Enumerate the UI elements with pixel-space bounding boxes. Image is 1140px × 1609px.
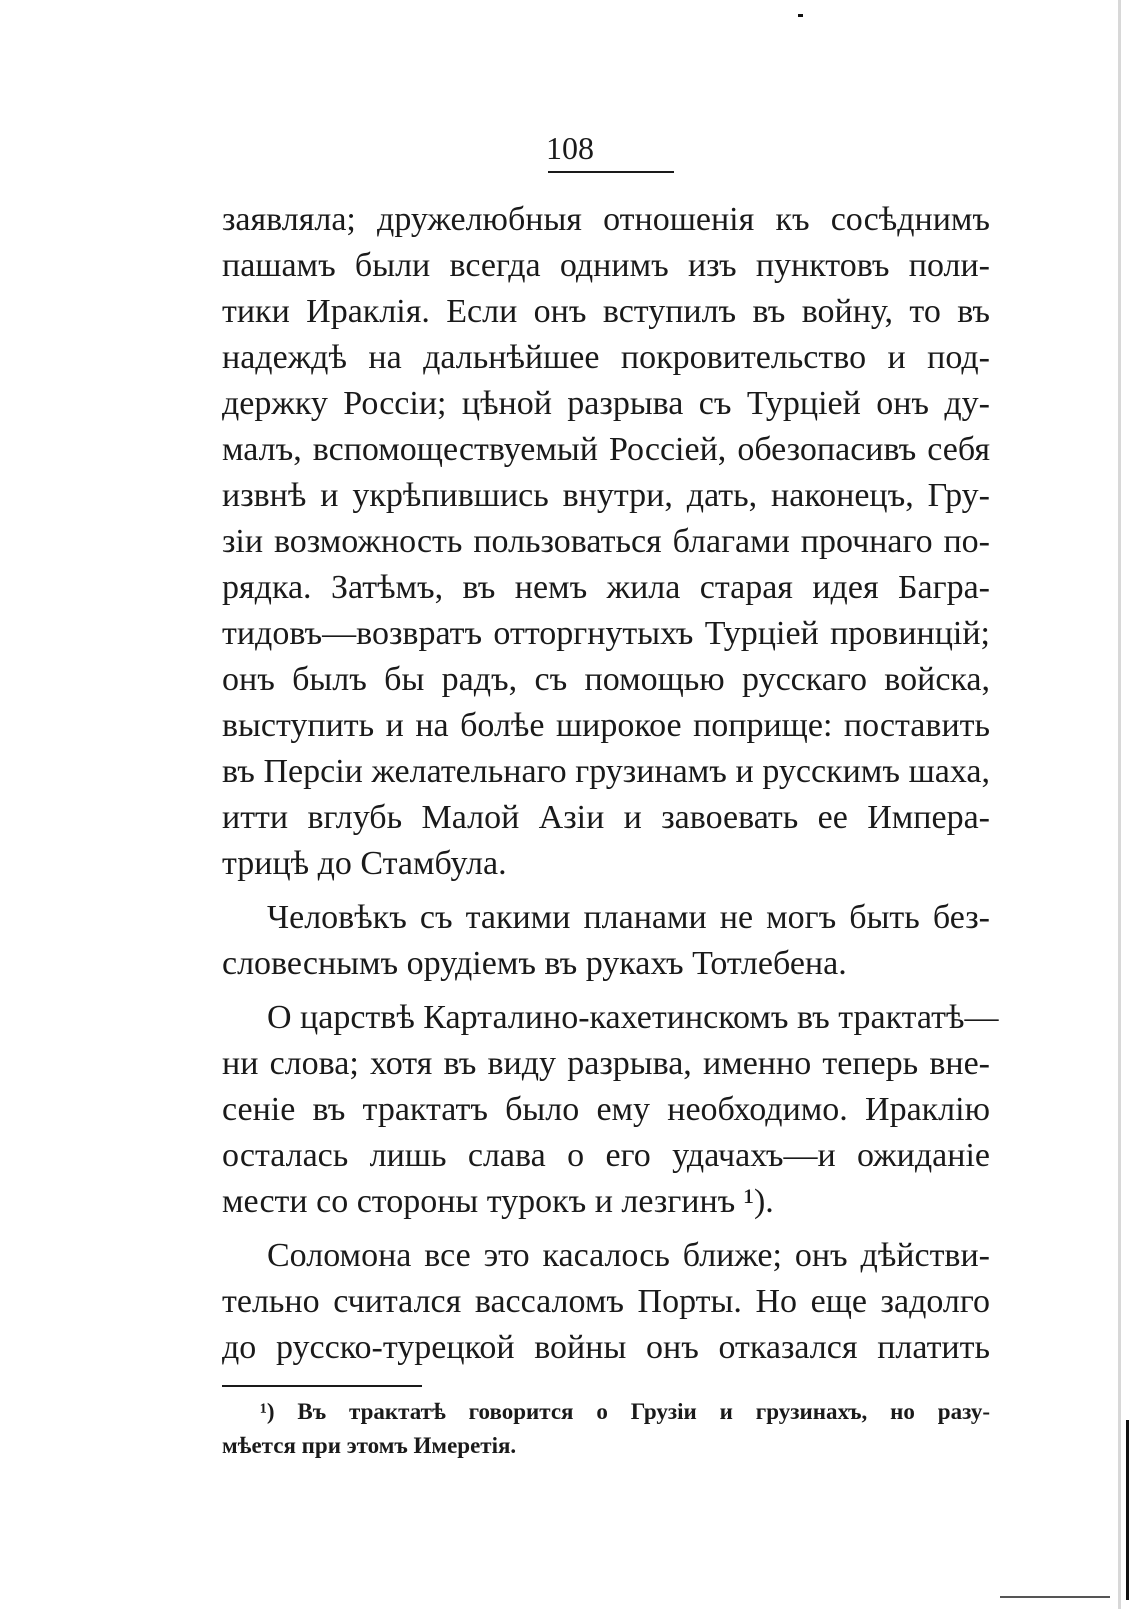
text-line: онъ былъ бы радъ, съ помощью русскаго войска, [222,661,990,698]
text-line: тельно считался вассаломъ Порты. Но еще задолго [222,1283,990,1320]
scan-edge-line [1118,0,1121,1609]
text-line: выступить и на болѣе широкое поприще: поставить [222,707,990,744]
footnote-line: мѣется при этомъ Имеретія. [222,1433,517,1458]
text-line: тидовъ—возвратъ отторгнутыхъ Турціей провинцій; [222,615,990,652]
page-number: 108 [546,130,594,166]
text-line: сеніе въ трактатъ было ему необходимо. Ираклію [222,1091,990,1128]
text-line: въ Персіи желательнаго грузинамъ и русскимъ шаха, [222,753,990,790]
text-line: рядка. Затѣмъ, въ немъ жила старая идея Багра- [222,569,990,606]
text-line: до русско-турецкой войны онъ отказался платить [222,1329,990,1366]
text-line: итти вглубь Малой Азіи и завоевать ее Импера- [222,799,990,836]
text-line: малъ, вспомоществуемый Россіей, обезопасивъ себя [222,431,990,468]
scan-edge-mark [1000,1596,1110,1598]
footnote-line: ¹) Въ трактатѣ говорится о Грузіи и грузинахъ, но разу- [260,1399,990,1424]
text-line: пашамъ были всегда однимъ изъ пунктовъ поли- [222,247,990,284]
text-line: Человѣкъ съ такими планами не могъ быть без- [267,899,990,936]
text-line: тики Ираклія. Если онъ вступилъ въ войну, то въ [222,293,990,330]
text-line: осталась лишь слава о его удачахъ—и ожиданіе [222,1137,990,1174]
scan-edge-mark [1126,1420,1129,1600]
text-line: надеждѣ на дальнѣйшее покровительство и под- [222,339,990,376]
footnote-rule [222,1385,422,1387]
text-line: заявляла; дружелюбныя отношенія къ сосѣднимъ [222,201,990,238]
page-number-rule [548,171,674,173]
text-line: извнѣ и укрѣпившись внутри, дать, наконецъ, Гру- [222,477,990,514]
text-line: словеснымъ орудіемъ въ рукахъ Тотлебена. [222,945,847,982]
text-line: мести со стороны турокъ и лезгинъ ¹). [222,1183,774,1220]
text-line: Соломона все это касалось ближе; онъ дѣйстви- [267,1237,990,1274]
scan-speck [798,14,803,17]
text-line: О царствѣ Карталино-кахетинскомъ въ трактатѣ— [267,999,999,1036]
text-line: ни слова; хотя въ виду разрыва, именно теперь вне- [222,1045,990,1082]
text-line: зіи возможность пользоваться благами прочнаго по- [222,523,990,560]
text-line: держку Россіи; цѣной разрыва съ Турціей онъ ду- [222,385,990,422]
text-line: трицѣ до Стамбула. [222,845,507,882]
